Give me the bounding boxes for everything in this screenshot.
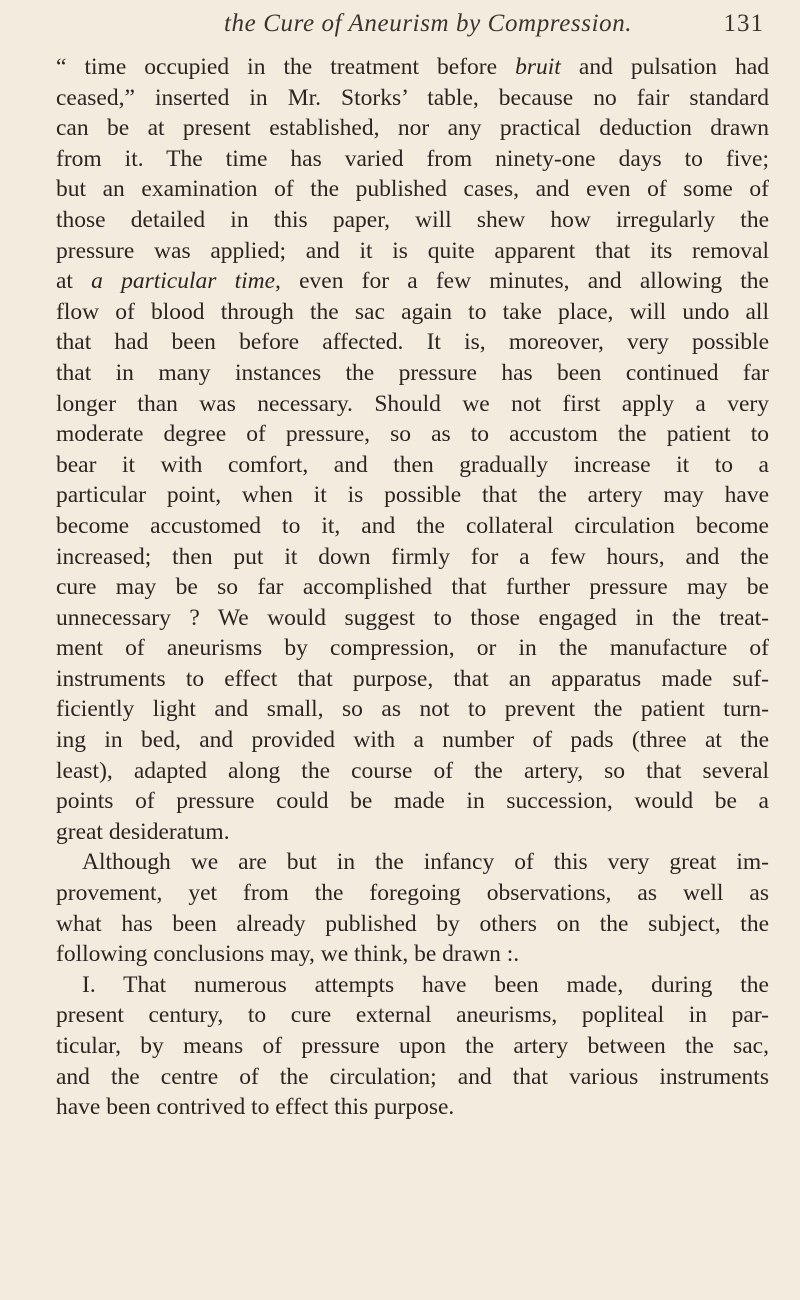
text-line: least), adapted along the course of the artery, so that several [56, 757, 769, 784]
text-line: ficiently light and small, so as not to prevent the patient turn- [56, 696, 769, 723]
text-line: “ time occupied in the treatment before bruit and pulsation had [56, 54, 770, 80]
text-line: bear it with comfort, and then gradually increase it to a [56, 451, 769, 478]
text-line: Although we are but in the infancy of this very great im- [82, 849, 769, 876]
italic-term: bruit [515, 54, 561, 80]
text-line: present century, to cure external aneurisms, popliteal in par- [56, 1002, 769, 1029]
text-line: that in many instances the pressure has been continued far [56, 359, 769, 386]
text-line: ment of aneurisms by compression, or in the manufacture of [56, 635, 769, 662]
text-line: what has been already published by others on the subject, the [56, 910, 769, 937]
text-line: cure may be so far accomplished that further pressure may be [56, 574, 769, 601]
text-line: moderate degree of pressure, so as to accustom the patient to [56, 421, 769, 448]
text-line: that had been before affected. It is, moreover, very possible [56, 329, 769, 356]
text-line: unnecessary ? We would suggest to those engaged in the treat- [56, 604, 769, 631]
text-line: from it. The time has varied from ninety-one days to five; [56, 145, 769, 172]
text-line: at a particular time, even for a few minutes, and allowing the [56, 268, 769, 295]
text-line: ing in bed, and provided with a number of pads (three at the [56, 727, 769, 754]
text-line: pressure was applied; and it is quite apparent that its removal [56, 237, 769, 264]
text-line: have been contrived to effect this purpose. [56, 1094, 455, 1121]
text-line: particular point, when it is possible that the artery may have [56, 482, 769, 509]
text-line: ceased,” inserted in Mr. Storks’ table, because no fair standard [56, 84, 769, 111]
text-line: and the centre of the circulation; and that various instruments [56, 1063, 769, 1090]
text-line: those detailed in this paper, will shew how irregularly the [56, 206, 769, 233]
page-number: 131 [723, 10, 764, 37]
text-line: I. That numerous attempts have been made, during the [82, 971, 769, 998]
text-line: can be at present established, nor any practical deduction drawn [56, 115, 769, 142]
running-head [224, 10, 764, 50]
text-line: following conclusions may, we think, be drawn :. [56, 941, 520, 968]
text-line: great desideratum. [56, 818, 230, 845]
text-line: longer than was necessary. Should we not first apply a very [56, 390, 769, 417]
text-line: but an examination of the published cases, and even of some of [56, 176, 769, 203]
text-line: points of pressure could be made in succession, would be a [56, 788, 769, 815]
italic-phrase: a particular time, [91, 268, 281, 295]
body-text [56, 52, 769, 1123]
text-line: instruments to effect that purpose, that an apparatus made suf- [56, 665, 769, 692]
text-line: provement, yet from the foregoing observations, as well as [56, 880, 769, 907]
text-line: become accustomed to it, and the collateral circulation become [56, 512, 769, 539]
text-line: flow of blood through the sac again to take place, will undo all [56, 298, 769, 325]
text-line: increased; then put it down firmly for a few hours, and the [56, 543, 769, 570]
running-title: the Cure of Aneurism by Compression. [224, 10, 633, 37]
text-line: ticular, by means of pressure upon the artery between the sac, [56, 1033, 769, 1059]
